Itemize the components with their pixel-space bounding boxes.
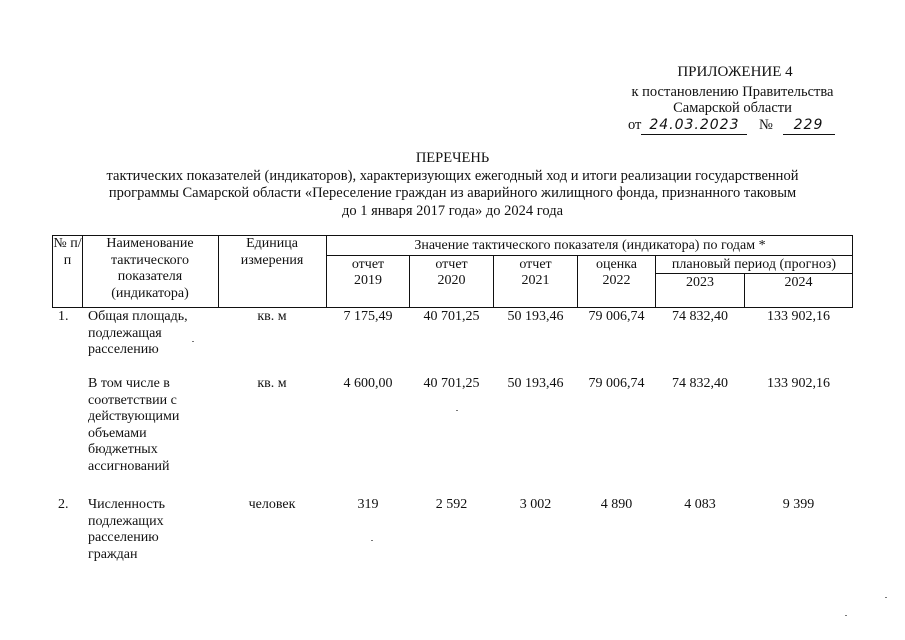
col-header-unit: Единица измерения [240,236,304,268]
row-value-2019: 4 600,00 [343,376,393,391]
title-line-2: программы Самарской области «Переселение граждан из аварийного жилищного фонда, признанного таковым [108,185,797,201]
row-value-2019: 319 [357,497,379,512]
row-value-2023: 74 832,40 [672,376,728,391]
row-value-2020: 40 701,25 [423,376,480,391]
scan-speck [456,410,458,411]
year-kind-2020: отчет [435,257,468,272]
resolution-date: 24.03.2023 [649,117,740,133]
row-value-2024: 133 902,16 [767,376,830,391]
title-line-3: до 1 января 2017 года» до 2024 года [341,202,564,219]
row-value-2023: 4 083 [684,497,716,512]
year-2021: 2021 [521,273,550,288]
col-header-name: Наименование тактического показателя (индикатора) [106,236,194,301]
col-group-plan: плановый период (прогноз) [671,257,837,272]
row-value-2019: 7 175,49 [343,309,393,324]
col-group-values: Значение тактического показателя (индикатора) по годам * [414,238,766,253]
row-value-2020: 2 592 [435,497,468,512]
row-value-2024: 133 902,16 [767,309,830,324]
row-value-2021: 3 002 [519,497,552,512]
row-value-2021: 50 193,46 [507,376,564,391]
appendix-resolution-line2: Самарской области [673,100,792,116]
col-header-num: № п/п [53,236,82,268]
number-prefix: № [759,117,773,133]
row-name: Общая площадь, подлежащая расселению [88,309,188,357]
year-kind-2021: отчет [519,257,552,272]
resolution-number: 229 [793,117,824,133]
row-value-2021: 50 193,46 [507,309,564,324]
row-unit: кв. м [257,309,287,324]
scan-speck [885,597,887,598]
title-heading: ПЕРЕЧЕНЬ [415,150,490,166]
appendix-title: ПРИЛОЖЕНИЕ 4 [677,64,793,80]
row-num: 1. [58,309,69,324]
row-value-2022: 79 006,74 [588,376,645,391]
year-2019: 2019 [354,273,382,288]
year-2023: 2023 [686,275,714,290]
row-name: В том числе в соответствии с действующими объемами бюджетных ассигнований [88,376,180,474]
appendix-resolution-line1: к постановлению Правительства [631,84,834,100]
scan-speck [845,615,847,616]
year-kind-2022: оценка [595,257,637,272]
row-unit: кв. м [257,376,287,391]
scan-speck [192,341,194,342]
year-2020: 2020 [437,273,466,288]
row-value-2022: 4 890 [600,497,633,512]
row-value-2022: 79 006,74 [588,309,645,324]
row-unit: человек [248,497,296,512]
resolution-date-number [628,117,848,135]
document-title [60,150,845,220]
year-kind-2019: отчет [351,257,385,272]
row-name: Численность подлежащих расселению граждан [88,497,166,562]
title-line-1: тактических показателей (индикаторов), характеризующих ежегодный ход и итоги реализации государственной [106,167,799,184]
row-value-2024: 9 399 [782,497,815,512]
scan-speck [371,540,373,541]
year-2024: 2024 [784,275,813,290]
year-2022: 2022 [602,273,631,288]
date-prefix: от [628,117,642,133]
row-value-2020: 40 701,25 [423,309,480,324]
row-value-2023: 74 832,40 [672,309,728,324]
row-num: 2. [58,497,69,512]
